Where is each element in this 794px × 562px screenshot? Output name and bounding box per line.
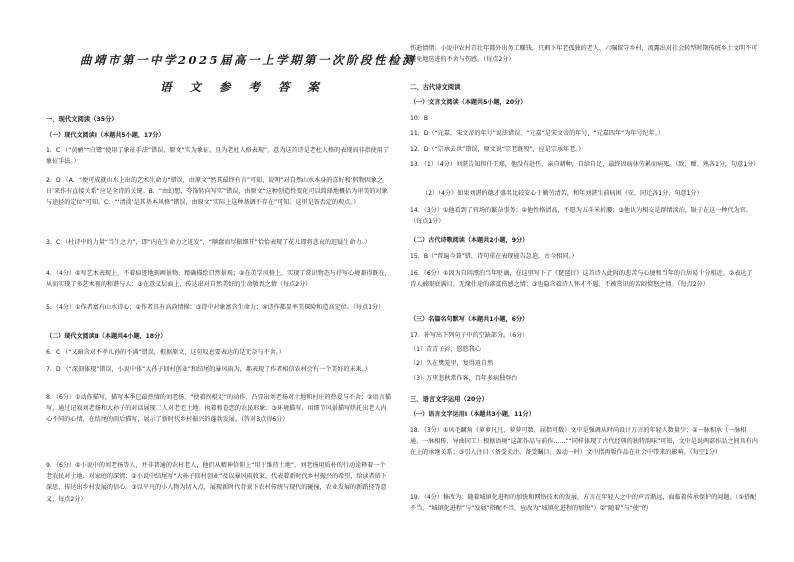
answer-line: （3）万里悲秋常作客，百年多病独登台 bbox=[410, 374, 518, 382]
subsection-heading: （二）现代文阅读Ⅱ（本题共4小题，18分） bbox=[46, 333, 167, 340]
answer-item: 16．（6分）①因为自问漂泊当年贬谪，在这里写下了《琵琶行》这首诗人此时的悲苦与心境和当年的白居易十分相近。②表达了诗人被眼底满目、无缘仕途的落寞伤感之情；③也隐含着诗人怀才不遇、不被赏识的苦闷愤怒之情。（每点2分） bbox=[410, 270, 753, 289]
section-heading: 一、现代文阅读（35分） bbox=[46, 116, 118, 123]
answer-item: 伤逝情绪：小说中农村青壮年都外出务工赚钱，只剩下年老孤独的老人、六嘱留守乡村，流露出对社会转型时期传统乡土文明不可避免地迭进的不舍与伤感。（每点2分） bbox=[410, 45, 758, 64]
answer-item: 15．B（“普遍今兼”错，诗句重在表现能告急迫，古今相同。） bbox=[410, 253, 578, 260]
answer-line: （1）青青子衿，悠悠我心 bbox=[410, 346, 481, 354]
answer-item: 3．C （杜诗中的力量“当生之力”，即“内在生命力之迸发”，“顺蠢而尽振细开”恰恰表现了花儿即将悲哀的迟疑生命力。） bbox=[46, 239, 371, 246]
answer-item: 6．C （“又暗含对不孝儿孙的不满”错误，根据原文，这句叹息要表达的是无奈与不舍。） bbox=[46, 349, 285, 356]
answer-line: （2）久在樊笼里，复得返自然 bbox=[410, 360, 494, 368]
answer-item: 13．（1）（4分）刘湛告知担任王郑，他没有赴任，亲自耕种，自给自足，最终因病休劳累而病死。（致、酣、熟各1分，句意1分） bbox=[410, 161, 760, 168]
subsection-heading: （一）语言文字运用Ⅰ（本题共3小题，11分） bbox=[410, 411, 535, 418]
section-heading: 三、语言文字运用（20分） bbox=[410, 396, 489, 403]
answer-item: 4．（4分）①写艺术表现上，不着痕迹地刻画景物、精确描绘自然景观；②在美学风格上，实现了赏识物态与抒写心境兼得既在，从而实现了多艺术视的和谐与人；③在意义层面上，传达出对自然美好的生命敬畏之情（每点2分） bbox=[46, 270, 391, 289]
answer-item: 11．D（“元嘉，宋文帝的年号”说法错误，“元嘉”是宋文帝的年号，“元嘉四年”为年号纪年。） bbox=[410, 130, 664, 137]
answer-item: 10．B bbox=[410, 115, 429, 122]
answer-item: 2．D （A．“便可成就山水上出的艺术生命力”错误，由原文“然其最终有言”可知，说明“对自然山水本身的喜好和‘假物因象之日’来作有直接关系”应是全诗的关键。B．“由幻想、夸饰转向写实”错误，由原文“这种创造性变化可以简择地概括为审美的对象与途径的定位”可知。C．“‘清淡’是其基本风格”错误，由原文“实际上这种基调不存在”可知。这里是答否定的观点。） bbox=[46, 177, 388, 207]
page-subtitle: 语 文 参 考 答 案 bbox=[160, 80, 327, 94]
section-heading: 二、古代诗文阅读 bbox=[410, 84, 461, 91]
subsection-heading: （一）文言文阅读（本题共5小题，20分） bbox=[410, 99, 527, 106]
answer-item: 17．补写出下列句子中的空缺部分。（6分） bbox=[410, 332, 529, 339]
answer-item: 8．（6分）①动作描写，描写本季已最热情的刘老扬，“使着拐棍走”的动作，凸显出刘老扬对土地和村庄的热爱与不舍；②语言描写，通过记叙刘老扬和大孙子的对话展现二人对老宅土地。执着和眷恋的农民形象；③环境描写，用细节风景描写烘托出老人内心不同的心情，在结尾的雨后描写，展示了新时代乡村振兴的蓬勃发展。（答对3点得6分） bbox=[46, 394, 391, 424]
subsection-heading: （一）现代文阅读Ⅰ（本题共5小题，17分） bbox=[46, 132, 165, 139]
subsection-heading: （三）名篇名句默写（本题共1小题，6分） bbox=[410, 316, 529, 323]
answer-item: （2）（4分）如果刘湛的德才盛名比较安心于勤劳清苦，和年刘湛生前病困（安、同迁各1分，句意1分） bbox=[422, 190, 703, 197]
answer-item: 9．（6分）①小说中的刘老扬等人，并非普通的农村老人，他们从精神信仰上“用于维持土地”，刘老扬用质朴的行动诠释着一个老农民对土地、对家庭的深情；②小说中结尾写“大孙子回村创业”及以暴风雨收束，代表着新时代乡村振兴的希望，给读者留下深思，传达出乡村发展的信心。③以平凡的小人物为切入点，展现新时代背景下农村传统与现代的碰撞，农业发展的新路径等意义，每点2分） bbox=[46, 462, 387, 503]
answer-item: 5．（4分）①作者富有山水诗心；②作者具有高尚情操；③诗中对象富含生命力；④诗作都显率美探险和造高定位。（每点1分） bbox=[46, 304, 385, 311]
page-title: 曲靖市第一中学2025届高一上学期第一次阶段性检测 bbox=[80, 53, 417, 67]
answer-item: 1．C （“黄鹂”“白鹭”使用了象征手法”错误，原文“实为象征，且为老杜人格表现”，意为这首诗是老杜人格的表现而非指使用了象征手法。） bbox=[46, 147, 389, 166]
answer-item: 18．（3分）①风毛麟角（萝萝凡凡、萝萝可数、屈指可数）文中是强调从时尚设计万言的年轻人数量少；②一脉相承（一脉相通、一脉相传、异曲同工）根据语境“这部作品与前作……”“同样体现了古代经典的独特韵味”可知，文中是说两部作品之间具有内在上的承继关系；③引人注目（备受关注、备受瞩目、轰动一时）文中指再版作品在社会中带来的影响。（每空1分） bbox=[410, 427, 758, 457]
answer-item: 7．D （“深刻体现”错误，小说中体“大孙子回村创业”和结尾的暴风雨为，都表现了作者相信农村会有一个美好的未来。） bbox=[46, 366, 371, 373]
subsection-heading: （二）古代诗歌阅读（本题共2小题，9分） bbox=[410, 237, 529, 244]
answer-item: 12．D（“宗承去世”错误，原文说“宗老既殁”，应是宗承年老。） bbox=[410, 146, 585, 153]
answer-item: 19．（4分）修改为：随着城镇化进程的加快和网络技术的发展，方言在年轻人之中的声音渐远，面临着传承保护的问题。（①搭配不当，“城镇化进程”与“发展”搭配不当，应改为“城镇化进程的加快”）②“随着”与“使”的 bbox=[410, 494, 757, 513]
answer-item: 14．（3分）①他看到了官场的繁杂事务；②他性格清高，不愿为五斗米折腰；③他认为相交是群情淡泊，耻于在这一种代为官。（每点1分） bbox=[410, 207, 752, 226]
